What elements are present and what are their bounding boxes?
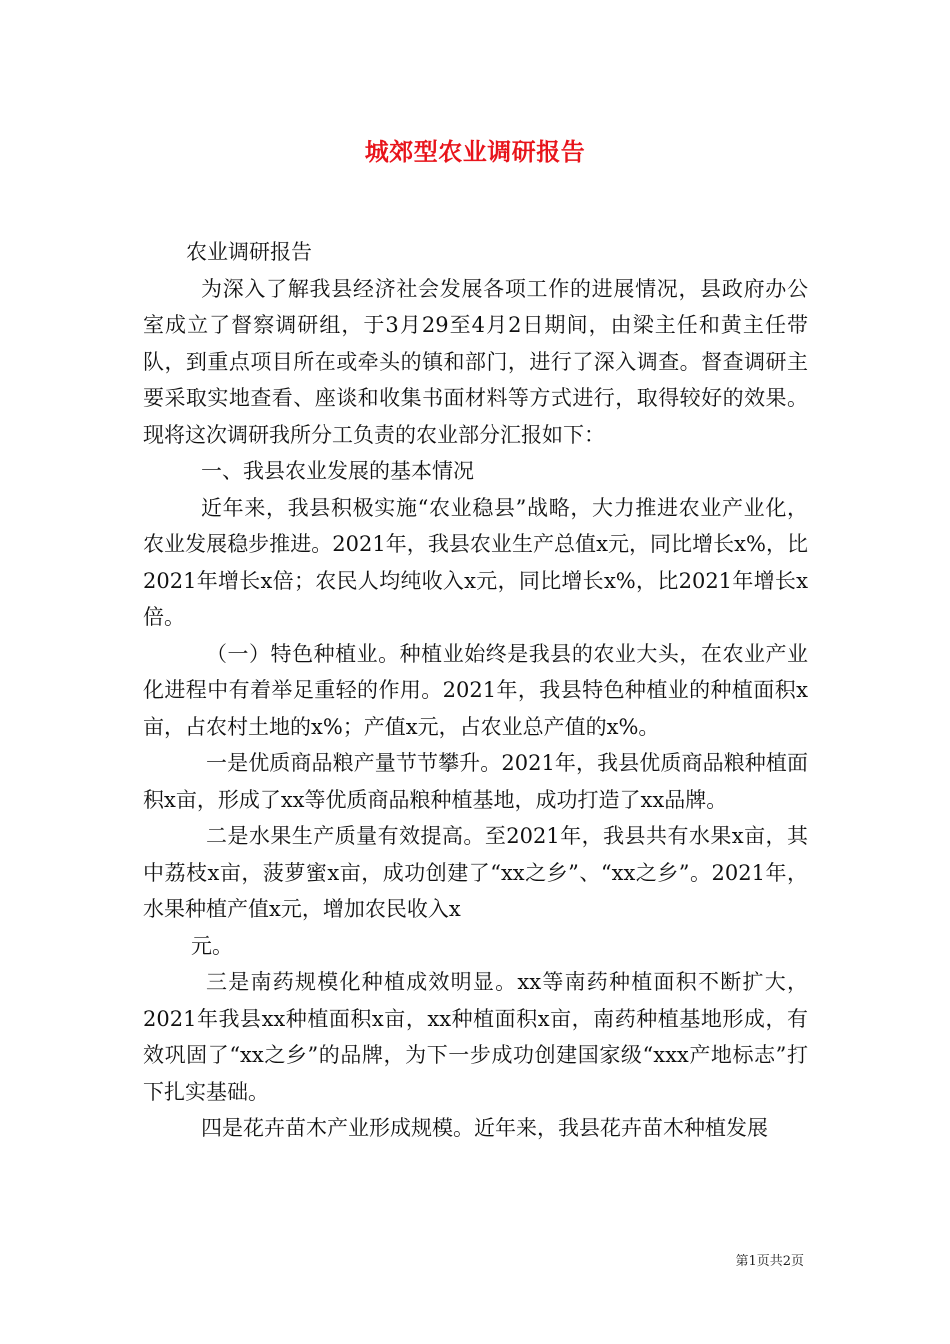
- paragraph: （一）特色种植业。种植业始终是我县的农业大头，在农业产业化进程中有着举足重轻的作用。2021年，我县特色种植业的种植面积x亩，占农村土地的x%；产值x元，占农业总产值的x%。: [143, 641, 808, 739]
- section-heading: 一、我县农业发展的基本情况: [201, 459, 474, 483]
- paragraph: 近年来，我县积极实施“农业稳县”战略，大力推进农业产业化，农业发展稳步推进。2021年，我县农业生产总值x元，同比增长x%，比2021年增长x倍；农民人均纯收入x元，同比增长x%，比2021年增长x倍。: [143, 495, 808, 629]
- paragraph: 二是水果生产质量有效提高。至2021年，我县共有水果x亩，其中荔枝x亩，菠萝蜜x亩，成功创建了“xx之乡”、“xx之乡”。2021年，水果种植产值x元，增加农民收入x: [143, 824, 808, 921]
- document-body: [143, 234, 808, 1147]
- paragraph: 三是南药规模化种植成效明显。xx等南药种植面积不断扩大，2021年我县xx种植面积x亩，xx种植面积x亩，南药种植基地形成，有效巩固了“xx之乡”的品牌，为下一步成功创建国家级“xxx产地标志”打下扎实基础。: [143, 970, 808, 1104]
- page-number: 第1页共2页: [735, 1254, 804, 1269]
- paragraph: 一是优质商品粮产量节节攀升。2021年，我县优质商品粮种植面积x亩，形成了xx等优质商品粮种植基地，成功打造了xx品牌。: [143, 751, 808, 812]
- paragraph: 为深入了解我县经济社会发展各项工作的进展情况，县政府办公室成立了督察调研组，于3月29至4月2日期间，由梁主任和黄主任带队，到重点项目所在或牵头的镇和部门，进行了深入调查。督查调研主要采取实地查看、座谈和收集书面材料等方式进行，取得较好的效果。现将这次调研我所分工负责的农业部分汇报如下：: [143, 276, 808, 447]
- document-title: 城郊型农业调研报告: [364, 137, 586, 166]
- paragraph: 四是花卉苗木产业形成规模。近年来，我县花卉苗木种植发展: [201, 1116, 768, 1140]
- paragraph: 元。: [191, 933, 233, 958]
- section-heading: 农业调研报告: [186, 240, 312, 264]
